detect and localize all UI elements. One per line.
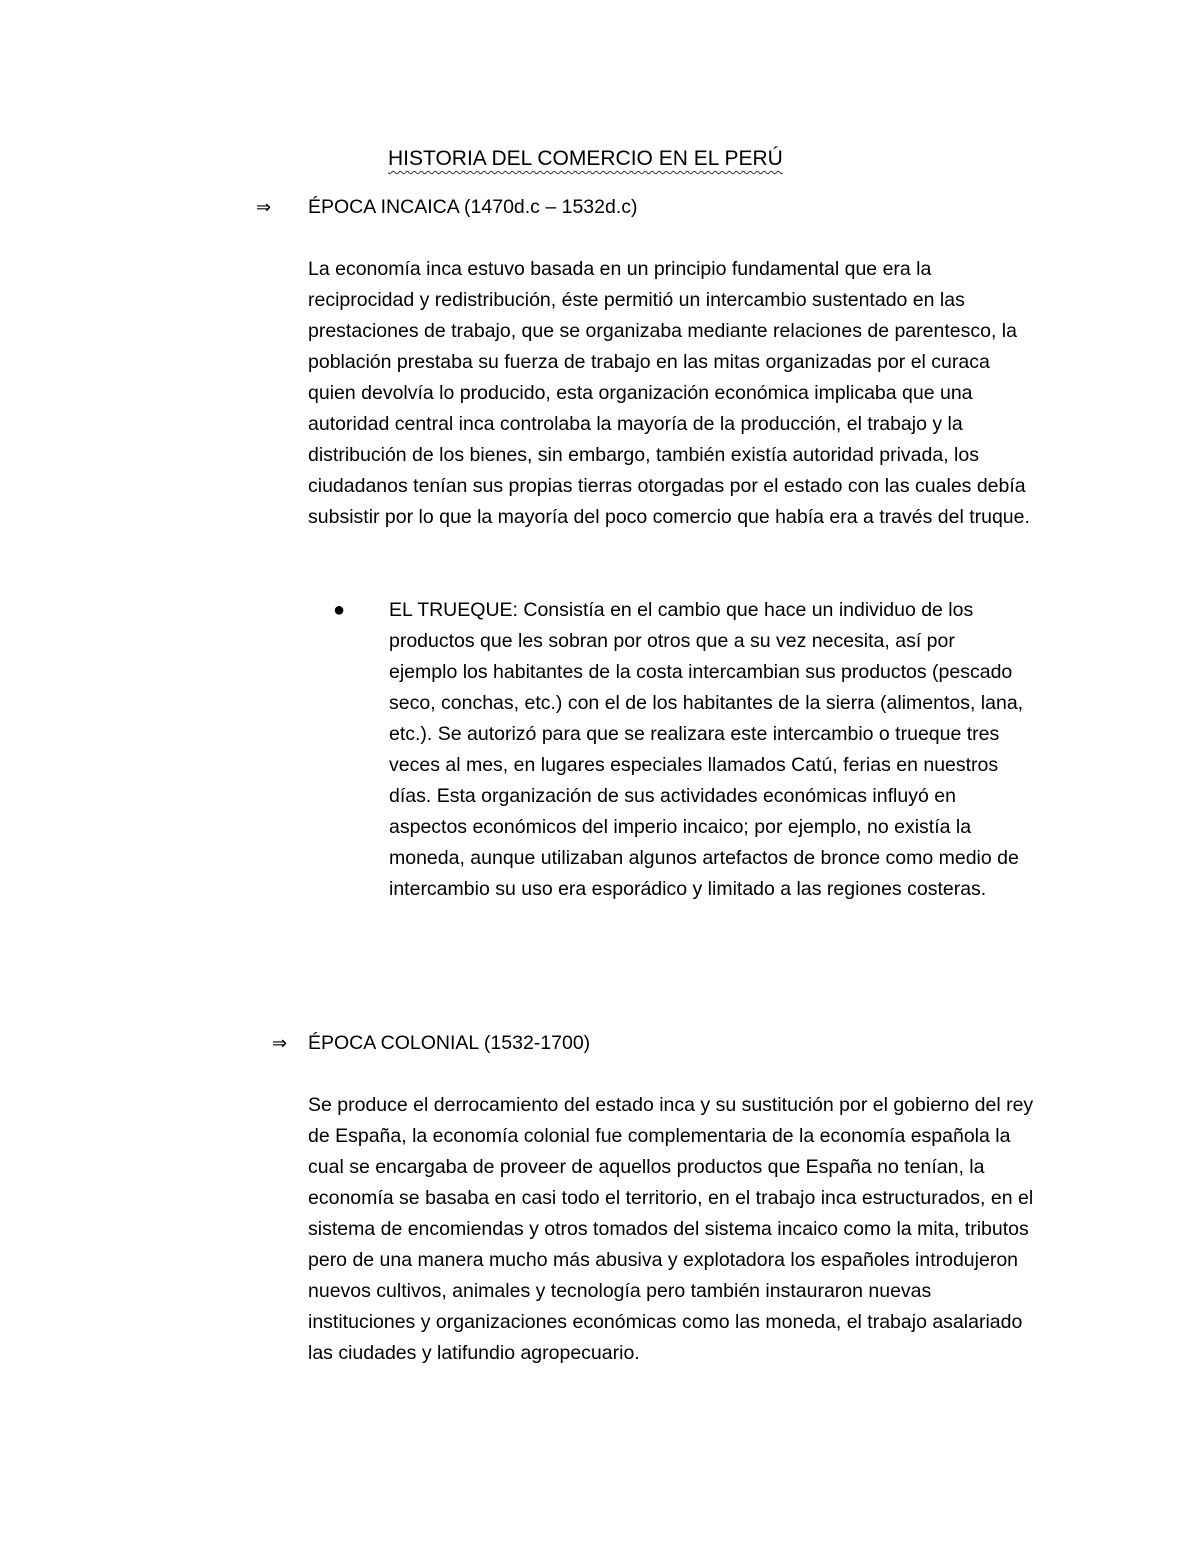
section-heading-incaica: ÉPOCA INCAICA (1470d.c – 1532d.c) <box>308 196 638 218</box>
arrow-icon: ⇒ <box>256 197 272 217</box>
bullet-icon: ● <box>333 599 346 621</box>
paragraph-colonial: Se produce el derrocamiento del estado inca y su sustitución por el gobierno del rey de España, la economía colonial fue complementaria de la economía española la cual se encargaba de proveer de aquellos productos que España no tenían, la economía se basaba en casi todo el territorio, en el trabajo inca estructurados, en el sistema de encomiendas y otros tomados del sistema incaico como la mita, tributos pero de una manera mucho más abusiva y explotadora los españoles introdujeron nuevos cultivos, animales y tecnología pero también instauraron nuevas instituciones y organizaciones económicas como las moneda, el trabajo asalariado las ciudades y latifundio agropecuario. <box>308 1094 1034 1364</box>
arrow-icon: ⇒ <box>272 1033 288 1053</box>
paragraph-incaica: La economía inca estuvo basada en un principio fundamental que era la reciprocidad y redistribución, éste permitió un intercambio sustentado en las prestaciones de trabajo, que se organizaba mediante relaciones de parentesco, la población prestaba su fuerza de trabajo en las mitas organizadas por el curaca quien devolvía lo producido, esta organización económica implicaba que una autoridad central inca controlaba la mayoría de la producción, el trabajo y la distribución de los bienes, sin embargo, también existía autoridad privada, los ciudadanos tenían sus propias tierras otorgadas por el estado con las cuales debía subsistir por lo que la mayoría del poco comercio que había era a través del truque. <box>308 258 1030 528</box>
document-title: HISTORIA DEL COMERCIO EN EL PERÚ <box>388 147 783 170</box>
section-heading-colonial: ÉPOCA COLONIAL (1532-1700) <box>308 1032 591 1054</box>
bullet-el-trueque: EL TRUEQUE: Consistía en el cambio que hace un individuo de los productos que les sobran por otros que a su vez necesita, así por ejemplo los habitantes de la costa intercambian sus productos (pescado seco, conchas, etc.) con el de los habitantes de la sierra (alimentos, lana, etc.). Se autorizó para que se realizara este intercambio o trueque tres veces al mes, en lugares especiales llamados Catú, ferias en nuestros días. Esta organización de sus actividades económicas influyó en aspectos económicos del imperio incaico; por ejemplo, no existía la moneda, aunque utilizaban algunos artefactos de bronce como medio de intercambio su uso era esporádico y limitado a las regiones costeras. <box>389 599 1024 900</box>
